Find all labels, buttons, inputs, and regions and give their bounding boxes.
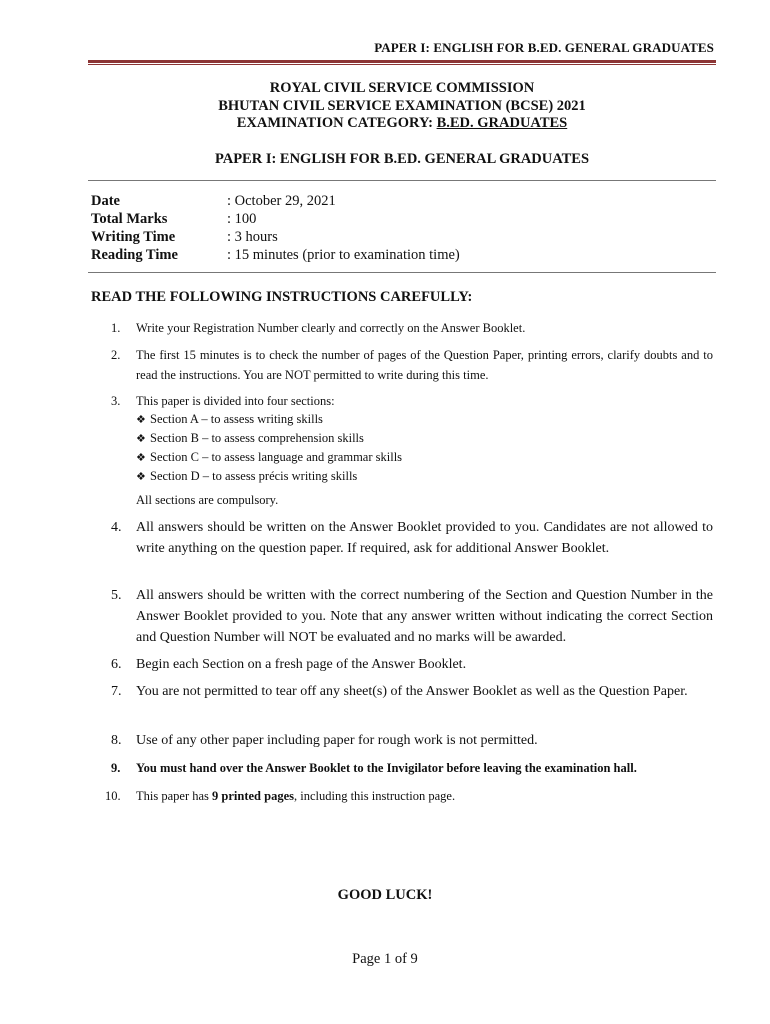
section-text: Section A – to assess writing skills xyxy=(150,412,323,426)
header-rule-thick xyxy=(88,60,716,63)
page-count: 9 printed pages xyxy=(212,789,294,803)
instruction-number: 5. xyxy=(111,588,122,603)
instruction-number: 3. xyxy=(111,394,121,408)
instruction-number: 9. xyxy=(111,761,121,775)
section-list-item xyxy=(136,410,323,429)
instruction-number: 8. xyxy=(111,733,122,748)
instruction-text-after: , including this instruction page. xyxy=(293,789,456,803)
section-text: Section D – to assess précis writing skills xyxy=(150,469,358,483)
instruction-text: All answers should be written with the correct numbering of the Section and Question Number in the Answer Booklet provided to you. Note that any answer written without indicating the correct Section and Question Number will NOT be evaluated and no marks will be awarded. xyxy=(136,588,713,645)
instruction-item-1 xyxy=(91,318,713,338)
exam-category-value: B.ED. GRADUATES xyxy=(436,115,568,131)
section-list-item xyxy=(136,448,402,467)
meta-row-reading-time xyxy=(91,246,711,264)
instruction-number: 6. xyxy=(111,657,122,672)
meta-row-date xyxy=(91,192,711,210)
instruction-number: 4. xyxy=(111,520,122,535)
exam-category-label: EXAMINATION CATEGORY: xyxy=(236,115,437,131)
meta-value: : October 29, 2021 xyxy=(227,193,336,209)
instruction-text: This paper is divided into four sections: xyxy=(136,394,335,408)
meta-label: Writing Time xyxy=(91,229,176,245)
instruction-item-5 xyxy=(91,585,713,648)
instruction-text xyxy=(136,786,713,806)
instruction-number: 2. xyxy=(111,348,121,362)
good-luck: GOOD LUCK! xyxy=(337,887,433,903)
exam-name: BHUTAN CIVIL SERVICE EXAMINATION (BCSE) 2021 xyxy=(218,97,586,114)
meta-label: Reading Time xyxy=(91,247,178,263)
instruction-text: You must hand over the Answer Booklet to the Invigilator before leaving the examination hall. xyxy=(136,761,637,775)
instruction-item-6 xyxy=(91,654,713,675)
header-rule-thin xyxy=(88,64,716,65)
exam-category xyxy=(88,115,716,133)
page-number: Page 1 of 9 xyxy=(352,951,418,967)
instruction-item-2 xyxy=(91,345,713,385)
instruction-number: 7. xyxy=(111,684,122,699)
diamond-bullet-icon: ❖ xyxy=(136,414,146,426)
meta-value: : 15 minutes (prior to examination time) xyxy=(227,247,460,263)
title-block xyxy=(88,80,716,133)
instruction-text: Begin each Section on a fresh page of the Answer Booklet. xyxy=(136,657,467,672)
instruction-number: 10. xyxy=(105,789,121,803)
instruction-item-3 xyxy=(91,391,713,411)
instruction-item-9 xyxy=(91,758,713,778)
instruction-text: You are not permitted to tear off any sheet(s) of the Answer Booklet as well as the Question Paper. xyxy=(136,684,688,699)
sections-note: All sections are compulsory. xyxy=(136,493,279,507)
diamond-bullet-icon: ❖ xyxy=(136,452,146,464)
instructions-title: READ THE FOLLOWING INSTRUCTIONS CAREFULLY: xyxy=(91,289,473,305)
instruction-number: 1. xyxy=(111,321,121,335)
commission-name: ROYAL CIVIL SERVICE COMMISSION xyxy=(269,80,535,96)
paper-title: PAPER I: ENGLISH FOR B.ED. GENERAL GRADUATES xyxy=(214,151,590,167)
instruction-item-8 xyxy=(91,730,713,751)
instruction-text: The first 15 minutes is to check the number of pages of the Question Paper, printing errors, clarify doubts and to read the instructions. You are NOT permitted to write during this time. xyxy=(136,348,713,382)
diamond-bullet-icon: ❖ xyxy=(136,471,146,483)
section-list-item xyxy=(136,467,357,486)
meta-value: : 3 hours xyxy=(227,229,278,245)
instruction-item-10 xyxy=(91,786,713,806)
running-header: PAPER I: ENGLISH FOR B.ED. GENERAL GRADUATES xyxy=(374,40,714,55)
instruction-text: All answers should be written on the Answer Booklet provided to you. Candidates are not allowed to write anything on the question paper. If required, ask for additional Answer Booklet. xyxy=(136,520,713,556)
meta-row-total-marks xyxy=(91,210,711,228)
meta-label: Date xyxy=(91,193,120,209)
section-text: Section B – to assess comprehension skills xyxy=(150,431,364,445)
section-text: Section C – to assess language and grammar skills xyxy=(150,450,403,464)
meta-row-writing-time xyxy=(91,228,711,246)
meta-value: : 100 xyxy=(227,211,257,227)
instruction-item-4 xyxy=(91,517,713,559)
meta-label: Total Marks xyxy=(91,211,168,227)
instruction-text: Write your Registration Number clearly and correctly on the Answer Booklet. xyxy=(136,321,526,335)
instruction-item-7 xyxy=(91,681,713,702)
divider-bottom xyxy=(88,272,716,273)
instruction-text: Use of any other paper including paper for rough work is not permitted. xyxy=(136,733,538,748)
divider-top xyxy=(88,180,716,181)
diamond-bullet-icon: ❖ xyxy=(136,433,146,445)
instruction-text-before: This paper has xyxy=(136,789,213,803)
section-list-item xyxy=(136,429,364,448)
